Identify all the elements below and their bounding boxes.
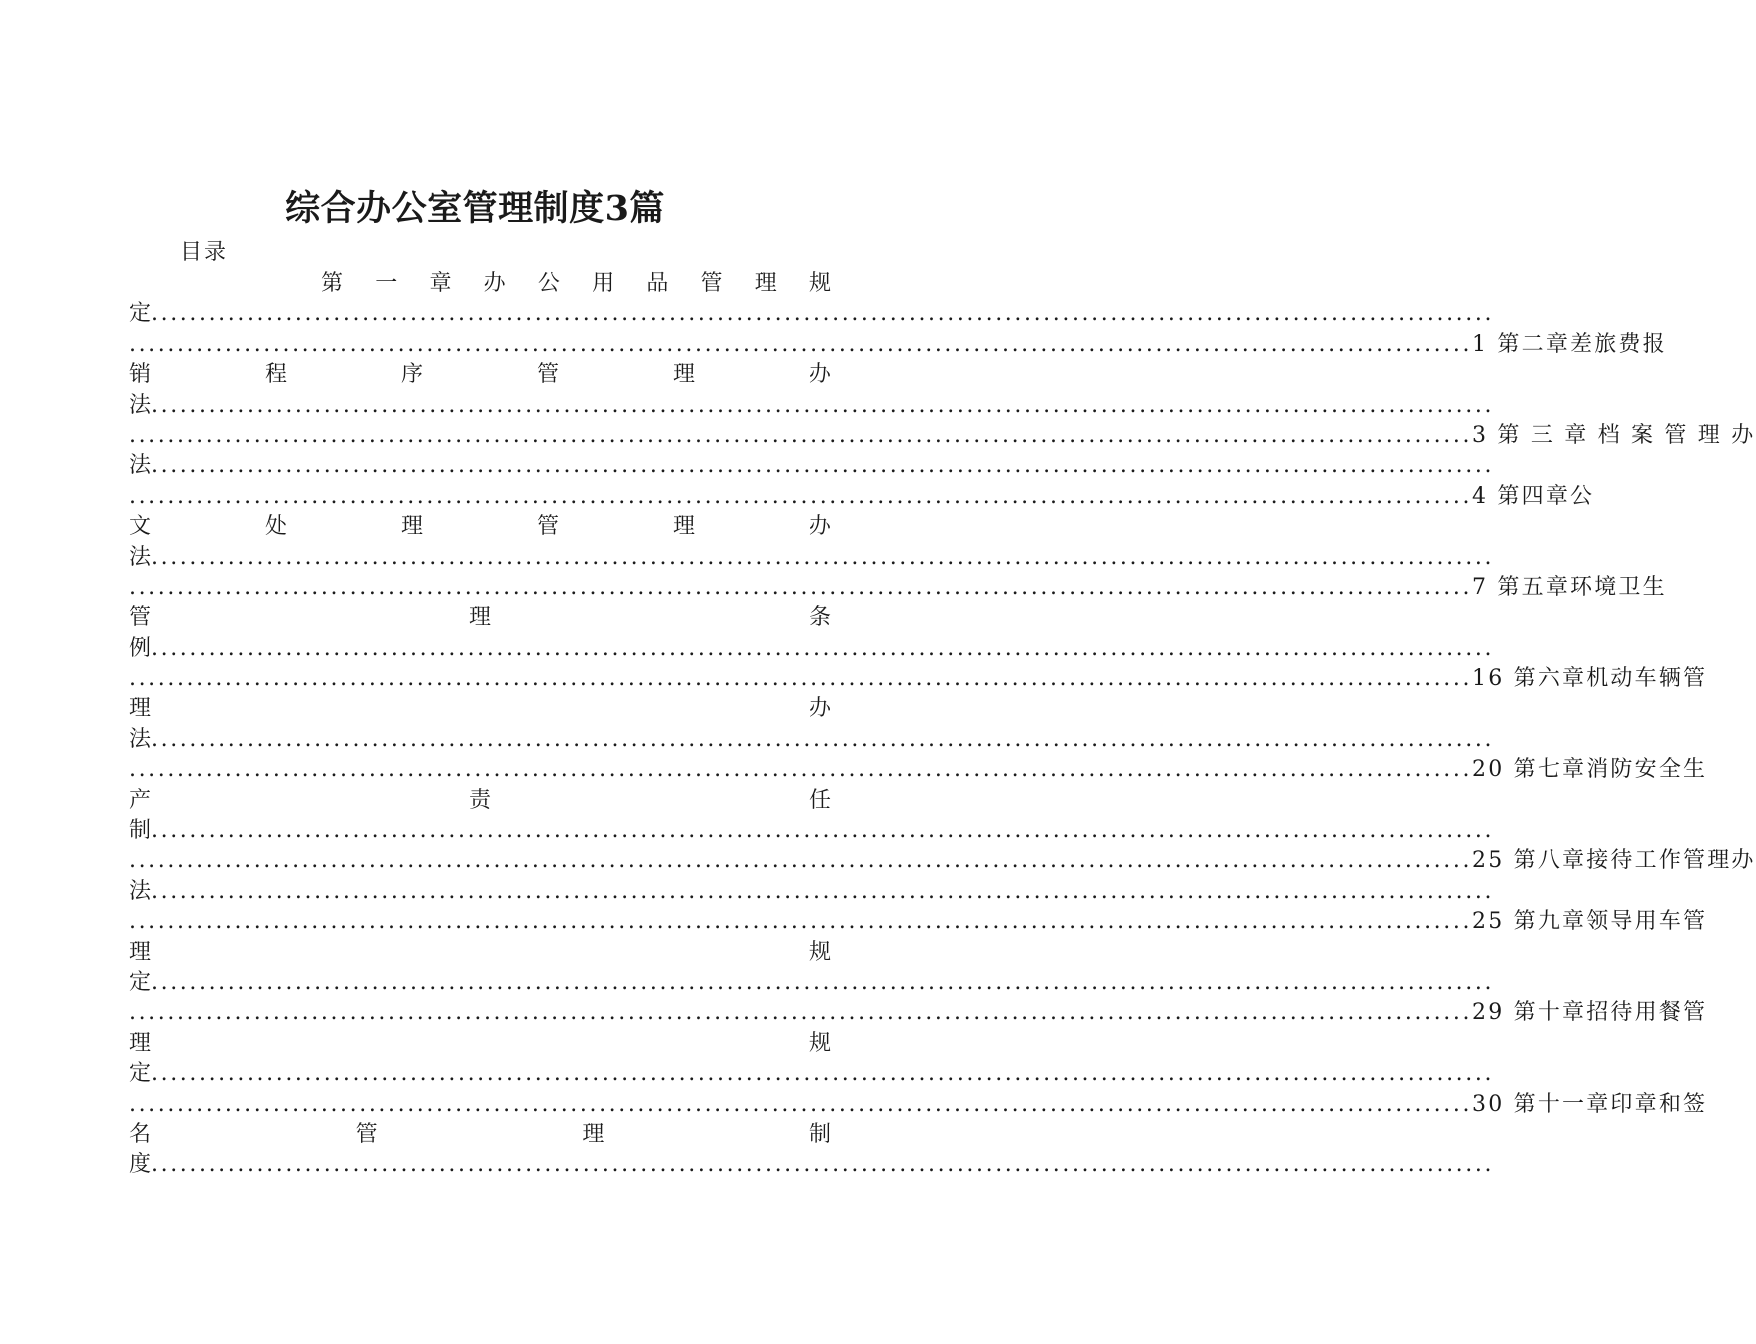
- toc-char: 销: [129, 362, 152, 388]
- toc-line-tail: 16 第六章机动车辆管: [1472, 666, 1708, 692]
- toc-leader-dots: ............................................................................................................................................: [129, 331, 1473, 357]
- toc-char: 条: [808, 605, 831, 631]
- toc-line: [129, 907, 1708, 937]
- toc-char: 理: [129, 696, 152, 722]
- toc-line: [129, 391, 1495, 421]
- toc-char: 章: [429, 271, 452, 296]
- toc-line: [129, 786, 831, 816]
- toc-line-tail: 20 第七章消防安全生: [1472, 757, 1708, 783]
- toc-leader-dots: ............................................................................................................................................: [151, 544, 1495, 570]
- toc-char: 理: [129, 1030, 152, 1056]
- toc-char: 规: [808, 271, 831, 296]
- toc-char: 文: [129, 514, 152, 540]
- toc-char: 制: [808, 1121, 831, 1147]
- toc-char: 处: [264, 514, 287, 540]
- toc-char: 序: [400, 362, 423, 388]
- toc-line-lead: 度: [129, 1152, 152, 1178]
- toc-line-tail: 3 第 三 章 档 案 管 理 办: [1472, 422, 1756, 448]
- toc-line-tail: 29 第十章招待用餐管: [1472, 1000, 1708, 1026]
- toc-line-lead: 法: [129, 392, 152, 418]
- toc-line: [129, 603, 831, 633]
- toc-leader-dots: ............................................................................................................................................: [151, 1152, 1495, 1178]
- toc-leader-dots: ............................................................................................................................................: [129, 909, 1473, 935]
- toc-line-lead: 法: [129, 544, 152, 570]
- toc-leader-dots: ............................................................................................................................................: [129, 848, 1473, 874]
- toc-line: [129, 299, 1495, 329]
- toc-char: 理: [582, 1121, 605, 1147]
- toc-line-lead: 定: [129, 969, 152, 995]
- toc-leader-dots: ............................................................................................................................................: [129, 483, 1473, 509]
- toc-line-lead: 定: [129, 1061, 152, 1087]
- toc-line: [129, 725, 1495, 755]
- toc-line: [129, 1029, 831, 1059]
- toc-char: 办: [808, 514, 831, 540]
- toc-heading: 目录: [180, 240, 229, 265]
- toc-char: 第: [321, 271, 344, 296]
- toc-line: [129, 816, 1495, 846]
- toc-line: [129, 360, 831, 390]
- toc-line: [129, 482, 1595, 512]
- toc-line-tail: 4 第四章公: [1472, 483, 1595, 509]
- toc-leader-dots: ............................................................................................................................................: [129, 1000, 1473, 1026]
- toc-leader-dots: ............................................................................................................................................: [151, 635, 1495, 661]
- toc-line: [129, 269, 831, 299]
- toc-char: 任: [808, 787, 831, 813]
- toc-line-lead: 法: [129, 453, 152, 479]
- document-title: 综合办公室管理制度3篇: [285, 188, 665, 229]
- toc-char: 公: [537, 271, 560, 296]
- toc-line-tail: 1 第二章差旅费报: [1472, 331, 1667, 357]
- toc-char: 规: [808, 939, 831, 965]
- toc-leader-dots: ............................................................................................................................................: [151, 453, 1495, 479]
- toc-char: 规: [808, 1030, 831, 1056]
- toc-line-tail: 25 第九章领导用车管: [1472, 909, 1708, 935]
- toc-char: 管: [355, 1121, 378, 1147]
- toc-char: 理: [672, 514, 695, 540]
- toc-line: [129, 846, 1756, 876]
- toc-line-lead: 例: [129, 635, 152, 661]
- toc-line-lead: 制: [129, 818, 152, 844]
- toc-line: [129, 1059, 1495, 1089]
- toc-char: 办: [483, 271, 506, 296]
- table-of-contents: [129, 269, 1756, 1181]
- toc-leader-dots: ............................................................................................................................................: [151, 818, 1495, 844]
- toc-char: 办: [808, 696, 831, 722]
- toc-char: 理: [754, 271, 777, 296]
- toc-line: [129, 694, 831, 724]
- toc-char: 程: [264, 362, 287, 388]
- toc-leader-dots: ............................................................................................................................................: [151, 969, 1495, 995]
- toc-leader-dots: ............................................................................................................................................: [129, 1091, 1473, 1117]
- toc-char: 品: [646, 271, 669, 296]
- toc-char: 一: [375, 271, 398, 296]
- toc-line: [129, 634, 1495, 664]
- toc-line-lead: 法: [129, 726, 152, 752]
- toc-leader-dots: ............................................................................................................................................: [129, 666, 1473, 692]
- toc-line: [129, 512, 831, 542]
- toc-line: [129, 968, 1495, 998]
- toc-char: 管: [129, 605, 152, 631]
- toc-leader-dots: ............................................................................................................................................: [151, 878, 1495, 904]
- toc-char: 办: [808, 362, 831, 388]
- toc-line: [129, 1120, 831, 1150]
- toc-leader-dots: ............................................................................................................................................: [129, 574, 1473, 600]
- toc-line: [129, 664, 1708, 694]
- toc-line-tail: 7 第五章环境卫生: [1472, 574, 1667, 600]
- toc-line: [129, 421, 1756, 451]
- toc-line: [129, 573, 1667, 603]
- toc-leader-dots: ............................................................................................................................................: [151, 301, 1495, 327]
- toc-char: 理: [400, 514, 423, 540]
- toc-leader-dots: ............................................................................................................................................: [151, 392, 1495, 418]
- toc-char: 责: [468, 787, 491, 813]
- toc-leader-dots: ............................................................................................................................................: [129, 422, 1473, 448]
- toc-char: 用: [592, 271, 615, 296]
- toc-line: [129, 877, 1495, 907]
- toc-char: 理: [672, 362, 695, 388]
- toc-line-tail: 25 第八章接待工作管理办: [1472, 848, 1756, 874]
- toc-leader-dots: ............................................................................................................................................: [129, 757, 1473, 783]
- toc-line: [129, 330, 1667, 360]
- toc-leader-dots: ............................................................................................................................................: [151, 1061, 1495, 1087]
- toc-char: 管: [536, 362, 559, 388]
- toc-line: [129, 1090, 1708, 1120]
- toc-char: 管: [536, 514, 559, 540]
- toc-line-lead: 定: [129, 301, 152, 327]
- toc-line: [129, 755, 1708, 785]
- toc-char: 产: [129, 787, 152, 813]
- toc-line: [129, 451, 1495, 481]
- toc-line-lead: 法: [129, 878, 152, 904]
- toc-line: [129, 543, 1495, 573]
- toc-char: 理: [129, 939, 152, 965]
- toc-char: 名: [129, 1121, 152, 1147]
- toc-leader-dots: ............................................................................................................................................: [151, 726, 1495, 752]
- toc-line: [129, 1150, 1495, 1180]
- toc-line-tail: 30 第十一章印章和签: [1472, 1091, 1708, 1117]
- toc-line: [129, 998, 1708, 1028]
- toc-char: 管: [700, 271, 723, 296]
- toc-char: 理: [468, 605, 491, 631]
- toc-line: [129, 938, 831, 968]
